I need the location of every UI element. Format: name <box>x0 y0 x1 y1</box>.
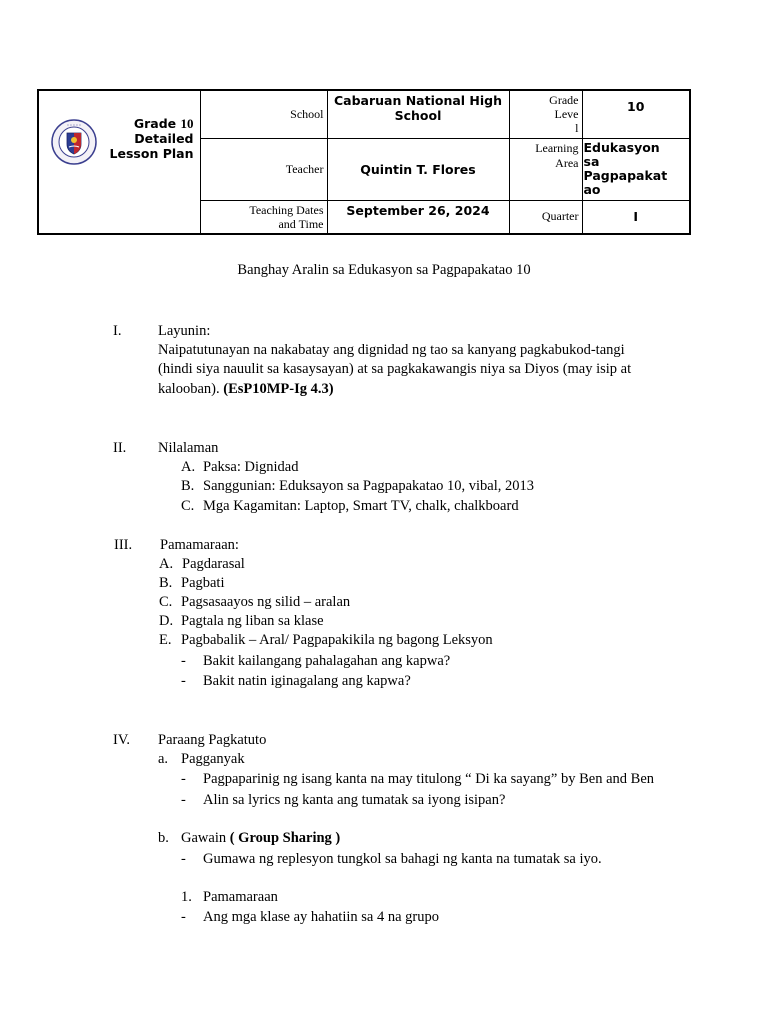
bullet-item: Ang mga klase ay hahatiin sa 4 na grupo <box>203 909 439 925</box>
list-marker: b. <box>158 830 169 846</box>
section-2-heading: Nilalaman <box>158 440 219 456</box>
plan-title-detailed: Detailed <box>134 131 194 146</box>
list-item: Pagbabalik – Aral/ Pagpapakikila ng bagong Leksyon <box>181 632 493 648</box>
bullet-dash: - <box>181 792 186 808</box>
bullet-dash: - <box>181 851 186 867</box>
dates-value: September 26, 2024 <box>327 200 509 234</box>
bullet-item: Alin sa lyrics ng kanta ang tumatak sa iyong isipan? <box>203 792 506 808</box>
list-item: Mga Kagamitan: Laptop, Smart TV, chalk, chalkboard <box>203 498 519 514</box>
plan-title-grade-num: 10 <box>180 116 194 131</box>
bullet-dash: - <box>181 653 186 669</box>
plan-title-grade: Grade <box>133 116 177 131</box>
bullet-dash: - <box>181 909 186 925</box>
grade-level-value: 10 <box>582 90 690 138</box>
list-marker: A. <box>159 556 174 572</box>
learning-area-label: Learning Area <box>509 138 582 200</box>
bullet-item: Gumawa ng replesyon tungkol sa bahagi ng kanta na tumatak sa iyo. <box>203 851 602 867</box>
section-1-line-1: Naipatutunayan na nakabatay ang dignidad ng tao sa kanyang pagkabukod-tangi <box>158 342 625 358</box>
section-1-number: I. <box>113 323 122 339</box>
list-marker: B. <box>181 478 195 494</box>
header-table <box>37 89 691 235</box>
bullet-item: Bakit natin iginagalang ang kapwa? <box>203 673 411 689</box>
gawain-label: Gawain ( Group Sharing ) <box>181 830 341 846</box>
bullet-dash: - <box>181 673 186 689</box>
list-item: Pagsasaayos ng silid – aralan <box>181 594 351 610</box>
grade-level-label: Grade Leve l <box>509 90 582 138</box>
section-4-number: IV. <box>113 732 131 748</box>
list-item: Pagtala ng liban sa klase <box>181 613 324 629</box>
pamamaraan-label: Pamamaraan <box>203 889 278 905</box>
teacher-label: Teacher <box>200 138 327 200</box>
school-value: Cabaruan National High School <box>327 90 509 138</box>
list-marker: 1. <box>181 889 192 905</box>
section-1-line-3: kalooban). (EsP10MP-Ig 4.3) <box>158 381 334 397</box>
svg-text:• • • • •: • • • • • <box>67 123 81 128</box>
list-marker: a. <box>158 751 169 767</box>
list-item: Pagbati <box>181 575 225 591</box>
section-1-line-2: (hindi siya nauulit sa kasaysayan) at sa pagkakawangis niya sa Diyos (may isip at <box>158 361 632 377</box>
section-2-number: II. <box>113 440 127 456</box>
section-1-heading: Layunin: <box>158 323 211 339</box>
list-item: Paksa: Dignidad <box>203 459 299 475</box>
pagganyak-label: Pagganyak <box>181 751 245 767</box>
section-4-heading: Paraang Pagkatuto <box>158 732 267 748</box>
list-marker: E. <box>159 632 172 648</box>
bullet-dash: - <box>181 771 186 787</box>
competency-code: (EsP10MP-Ig 4.3) <box>223 381 334 397</box>
quarter-label: Quarter <box>509 200 582 234</box>
quarter-value: I <box>582 200 690 234</box>
list-marker: C. <box>181 498 195 514</box>
section-3-number: III. <box>114 537 133 553</box>
bullet-item: Pagpaparinig ng isang kanta na may titulong “ Di ka sayang” by Ben and Ben <box>203 771 655 787</box>
teacher-value: Quintin T. Flores <box>327 138 509 200</box>
list-item: Sanggunian: Eduksayon sa Pagpapakatao 10, vibal, 2013 <box>203 478 535 494</box>
list-marker: C. <box>159 594 173 610</box>
list-marker: D. <box>159 613 174 629</box>
plan-title-cell <box>38 90 200 234</box>
learning-area-value: Edukasyon sa Pagpapakat ao <box>582 138 690 200</box>
section-3-heading: Pamamaraan: <box>160 537 239 553</box>
list-marker: A. <box>181 459 196 475</box>
bullet-item: Bakit kailangang pahalagahan ang kapwa? <box>203 653 451 669</box>
plan-title <box>110 116 194 161</box>
dates-label: Teaching Dates and Time <box>200 200 327 234</box>
deped-seal-icon <box>51 119 97 165</box>
plan-title-lesson-plan: Lesson Plan <box>109 146 194 161</box>
list-marker: B. <box>159 575 173 591</box>
list-item: Pagdarasal <box>182 556 245 572</box>
school-label: School <box>200 90 327 138</box>
document-title: Banghay Aralin sa Edukasyon sa Pagpapakatao 10 <box>237 262 531 278</box>
